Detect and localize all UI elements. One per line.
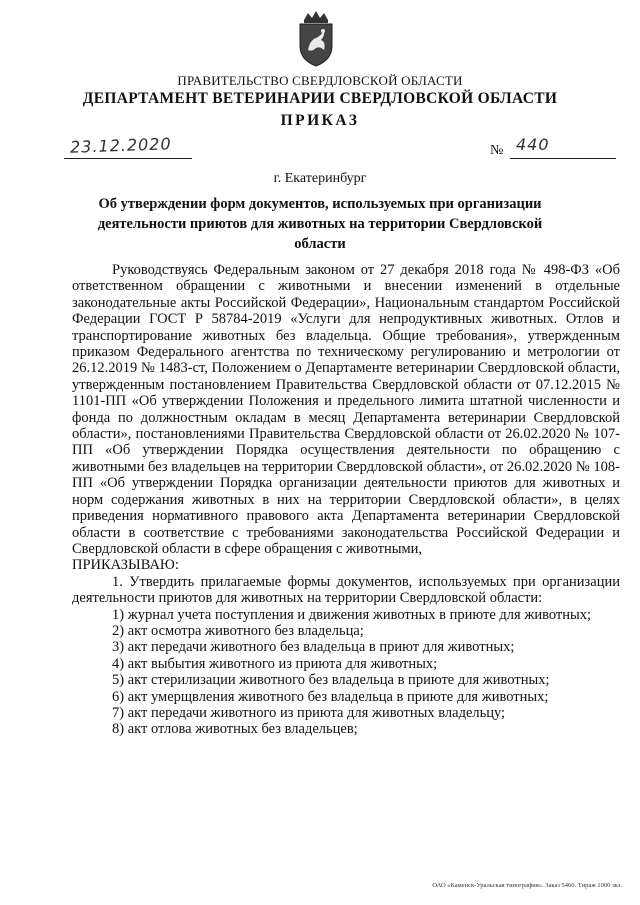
order-word: ПРИКАЗЫВАЮ: bbox=[72, 557, 179, 574]
document-title: Об утверждении форм документов, используемых при организации деятельности приютов для животных на территории Свердловской области bbox=[97, 196, 543, 252]
city: г. Екатеринбург bbox=[273, 171, 367, 186]
list-item: 2) акт осмотра животного без владельца; bbox=[112, 622, 364, 639]
order-number: 440 bbox=[516, 135, 550, 154]
list-item: 6) акт умерщвления животного без владельца в приюте для животных; bbox=[112, 688, 549, 705]
list-item: 3) акт передачи животного без владельца в приют для животных; bbox=[112, 639, 515, 656]
number-sign: № bbox=[490, 143, 504, 158]
government-name: ПРАВИТЕЛЬСТВО СВЕРДЛОВСКОЙ ОБЛАСТИ bbox=[177, 73, 463, 88]
order-date: 23.12.2020 bbox=[69, 134, 172, 157]
printer-note: ОАО «Каменск-Уральская типография». Заказ 5460. Тираж 1000 экз. bbox=[432, 882, 622, 889]
list-item: 7) акт передачи животного из приюта для животных владельцу; bbox=[112, 704, 506, 721]
order-type: ПРИКАЗ bbox=[280, 112, 360, 129]
number-field bbox=[510, 136, 616, 159]
list-item: 8) акт отлова животных без владельцев; bbox=[112, 721, 358, 738]
department-name: ДЕПАРТАМЕНТ ВЕТЕРИНАРИИ СВЕРДЛОВСКОЙ ОБЛАСТИ bbox=[82, 90, 558, 107]
list-item: 1) журнал учета поступления и движения животных в приюте для животных; bbox=[112, 606, 592, 623]
coat-of-arms-icon bbox=[294, 10, 338, 68]
preamble: Руководствуясь Федеральным законом от 27 декабря 2018 года № 498-ФЗ «Об ответственном обращении с животными и внесении изменений в отдельные законодательные акты Российской Федерации», Национальным стандартом Российской Федерации ГОСТ Р 58784-2019 «Услуги для непродуктивных животных. Отлов и транспортирование животных без владельца. Общие требования», утвержденным приказом Федерального агентства по техническому регулированию и метрологии от 26.12.2019 № 1483-ст, Положением о Департаменте ветеринарии Свердловской области, утвержденным постановлением Правительства Свердловской области от 07.12.2015 № 1101-ПП «Об утверждении Положения и предельного лимита штатной численности и фонда по должностным окладам в месяц Департамента ветеринарии Свердловской области», постановлениями Правительства Свердловской области от 26.02.2020 № 107-ПП «Об утверждении Порядка осуществления деятельности по обращению с животными без владельцев на территории Свердловской области», от 26.02.2020 № 108-ПП «Об утверждении Порядка организации деятельности приютов для животных и норм содержания животных в них на территории Свердловской области», в целях приведения нормативного правового акта Департамента ветеринарии Свердловской области в соответствие с требованиями законодательства Российской Федерации и Свердловской области в сфере обращения с животными, bbox=[72, 262, 620, 557]
point-1: 1. Утвердить прилагаемые формы документов, используемых при организации деятельности приютов для животных на территории Свердловской области: bbox=[72, 573, 620, 607]
date-field bbox=[64, 136, 192, 159]
document-body bbox=[72, 262, 620, 738]
list-item: 5) акт стерилизации животного без владельца в приюте для животных; bbox=[112, 672, 550, 689]
list-item: 4) акт выбытия животного из приюта для животных; bbox=[112, 655, 438, 672]
